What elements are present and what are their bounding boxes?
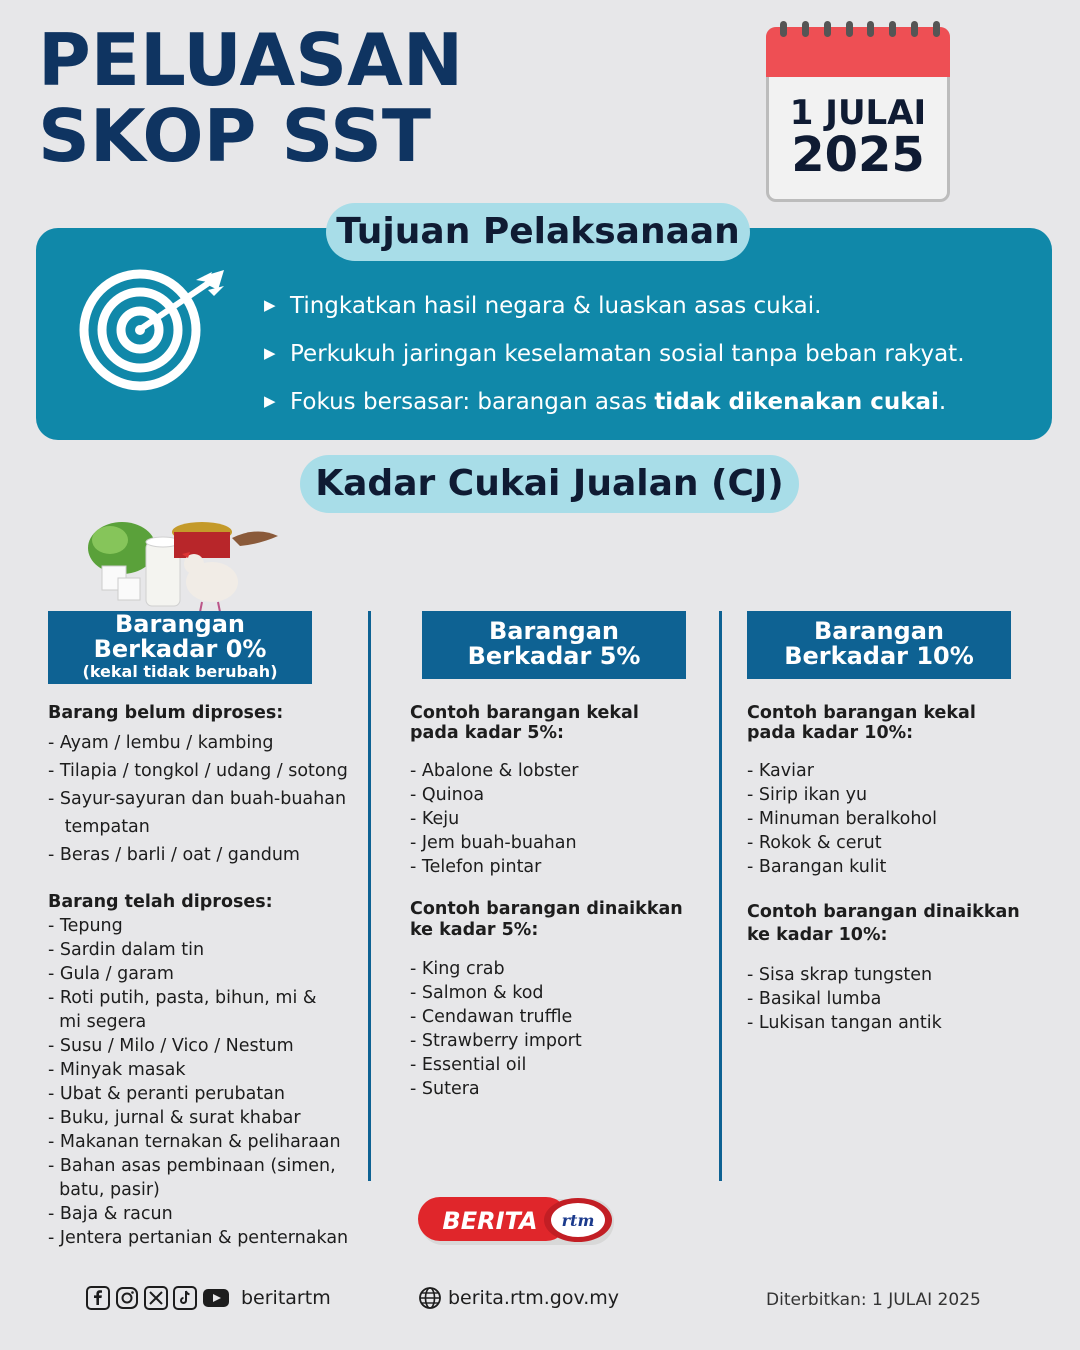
list-item: - Sisa skrap tungsten xyxy=(747,965,933,985)
list-item: - Telefon pintar xyxy=(410,857,542,877)
kept-list xyxy=(747,759,1047,879)
list-item: - Jentera pertanian & penternakan xyxy=(48,1228,349,1248)
list-item: - Sirip ikan yu xyxy=(747,785,868,805)
list-item: - Susu / Milo / Vico / Nestum xyxy=(48,1036,294,1056)
raised-list xyxy=(747,963,1047,1035)
list-item: - Gula / garam xyxy=(48,964,174,984)
website-link[interactable] xyxy=(418,1286,619,1310)
section-heading: Contoh barangan kekal pada kadar 10%: xyxy=(747,703,976,743)
list-item: - Abalone & lobster xyxy=(410,761,579,781)
goals-list xyxy=(264,282,965,426)
list-item: - Buku, jurnal & surat khabar xyxy=(48,1108,301,1128)
list-item: - Bahan asas pembinaan (simen, xyxy=(48,1156,336,1176)
header-rate-10: Barangan Berkadar 10% xyxy=(747,611,1011,679)
list-item: - Tilapia / tongkol / udang / sotong xyxy=(48,761,348,781)
column-divider xyxy=(368,611,371,1181)
basic-goods-illustration xyxy=(82,518,282,613)
section-heading: Barang telah diproses: xyxy=(48,892,273,912)
header-rate-5: Barangan Berkadar 5% xyxy=(422,611,686,679)
list-item: - Tepung xyxy=(48,916,123,936)
page-title xyxy=(38,18,464,178)
list-item: mi segera xyxy=(48,1012,147,1032)
list-item: - Minuman beralkohol xyxy=(747,809,937,829)
list-item: - Barangan kulit xyxy=(747,857,887,877)
play-arrow-icon: ▶ xyxy=(264,344,276,362)
goal-item: ▶ Perkukuh jaringan keselamatan sosial tanpa beban rakyat. xyxy=(264,330,965,378)
list-item: - King crab xyxy=(410,959,505,979)
play-arrow-icon: ▶ xyxy=(264,392,276,410)
rate-10-column xyxy=(747,703,1047,1035)
berita-rtm-logo xyxy=(418,1195,616,1249)
list-item: - Baja & racun xyxy=(48,1204,173,1224)
header-rate-0: Barangan Berkadar 0% (kekal tidak berubah) xyxy=(48,611,312,684)
logo-badge: rtm xyxy=(561,1211,595,1230)
list-item: - Ubat & peranti perubatan xyxy=(48,1084,285,1104)
section-heading: Contoh barangan dinaikkan ke kadar 5%: xyxy=(410,899,683,940)
globe-icon xyxy=(418,1286,442,1310)
list-item: tempatan xyxy=(48,817,150,837)
column-divider xyxy=(719,611,722,1181)
processed-list xyxy=(48,914,368,1250)
published-date: Diterbitkan: 1 JULAI 2025 xyxy=(766,1290,981,1310)
rates-title: Kadar Cukai Jualan (CJ) xyxy=(300,455,799,513)
calendar-icon xyxy=(766,27,950,202)
list-item: - Quinoa xyxy=(410,785,485,805)
list-item: - Sutera xyxy=(410,1079,480,1099)
list-item: - Keju xyxy=(410,809,460,829)
list-item: - Jem buah-buahan xyxy=(410,833,577,853)
play-arrow-icon: ▶ xyxy=(264,296,276,314)
section-heading: Barang belum diproses: xyxy=(48,703,284,723)
goal-item: ▶ Fokus bersasar: barangan asas tidak dikenakan cukai. xyxy=(264,378,965,426)
list-item: - Sardin dalam tin xyxy=(48,940,205,960)
title-line-1: PELUASAN xyxy=(38,18,464,102)
x-icon[interactable] xyxy=(144,1286,168,1310)
title-line-2: SKOP SST xyxy=(38,94,432,178)
website-url[interactable]: berita.rtm.gov.my xyxy=(448,1287,620,1309)
list-item: - Essential oil xyxy=(410,1055,527,1075)
list-item: - Beras / barli / oat / gandum xyxy=(48,845,300,865)
list-item: - Sayur-sayuran dan buah-buahan xyxy=(48,789,347,809)
social-handle[interactable]: beritartm xyxy=(241,1287,331,1309)
instagram-icon[interactable] xyxy=(115,1286,139,1310)
list-item: - Kaviar xyxy=(747,761,814,781)
list-item: - Strawberry import xyxy=(410,1031,582,1051)
list-item: - Basikal lumba xyxy=(747,989,882,1009)
list-item: - Roti putih, pasta, bihun, mi & xyxy=(48,988,317,1008)
kept-list xyxy=(410,759,700,879)
logo-text: BERITA xyxy=(442,1207,538,1235)
rate-5-column xyxy=(410,703,700,1101)
social-links xyxy=(86,1286,331,1310)
list-item: - Salmon & kod xyxy=(410,983,544,1003)
calendar-year: 2025 xyxy=(791,127,925,183)
section-heading: Contoh barangan dinaikkan ke kadar 10%: xyxy=(747,902,1020,945)
list-item: - Cendawan truffle xyxy=(410,1007,573,1027)
goal-item: ▶ Tingkatkan hasil negara & luaskan asas cukai. xyxy=(264,282,965,330)
rate-0-column xyxy=(48,703,368,1250)
purpose-title: Tujuan Pelaksanaan xyxy=(326,203,750,261)
list-item: - Makanan ternakan & peliharaan xyxy=(48,1132,341,1152)
calendar-day: 1 JULAI xyxy=(789,93,927,133)
raised-list xyxy=(410,957,700,1101)
target-icon xyxy=(78,268,228,398)
unprocessed-list xyxy=(48,729,368,869)
list-item: - Minyak masak xyxy=(48,1060,186,1080)
tiktok-icon[interactable] xyxy=(173,1286,197,1310)
list-item: batu, pasir) xyxy=(48,1180,160,1200)
list-item: - Rokok & cerut xyxy=(747,833,882,853)
list-item: - Ayam / lembu / kambing xyxy=(48,733,274,753)
youtube-icon[interactable] xyxy=(202,1286,230,1310)
facebook-icon[interactable] xyxy=(86,1286,110,1310)
list-item: - Lukisan tangan antik xyxy=(747,1013,942,1033)
section-heading: Contoh barangan kekal pada kadar 5%: xyxy=(410,703,639,743)
